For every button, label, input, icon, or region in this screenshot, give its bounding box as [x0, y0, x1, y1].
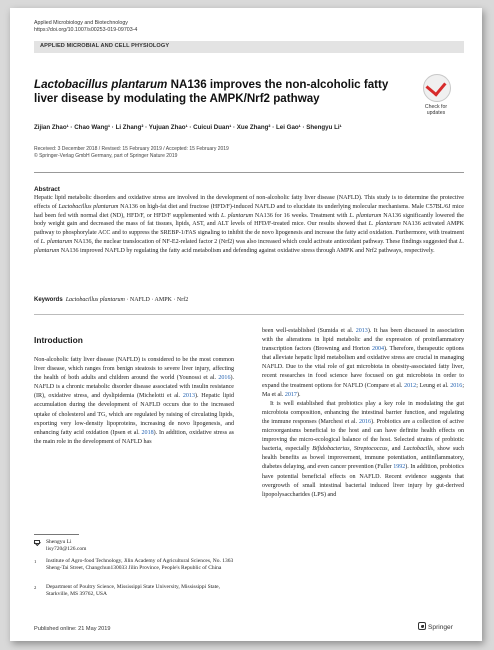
- publisher-logo: [418, 622, 453, 631]
- divider: [34, 172, 464, 173]
- article-page: [10, 8, 482, 641]
- affiliation-1: [34, 558, 239, 572]
- intro-paragraph-cont: been well-established (Sumida et al. 2013). It has been discussed in association with the alterations in lipid metabolic and the expression of proinflammatory transcription factors (Browning and Horton 2004). Therefore, therapeutic options that alleviate hepatic lipid metabolism and oxidative stress are crucial in managing NAFLD. Due to the vital role of gut microbiota in obesity-associated fatty liver, recent researches in food science have focused on gut microbiota in order to expand the treatment options for NAFLD (Compare et al. 2012; Leung et al. 2016; Ma et al. 2017).: [262, 328, 465, 398]
- citation-link[interactable]: 2013: [182, 393, 195, 400]
- published-online: Published online: 21 May 2019: [34, 626, 111, 632]
- divider: [34, 314, 464, 315]
- right-column: [262, 327, 464, 500]
- probiotics-paragraph: It is well established that probiotics play a key role in modulating the gut microbiota composition, enhancing the intestinal barrier function, and regulating the immune responses (Marchesi et al. 2016). Probiotics are a collection of active microorganisms beneficial to the host and can have definite health effects on improving the micro-ecological balance of the host. Selected strains of probiotic bacteria, especially Bifidobacterius, Streptococcus, and Lactobacills, show such health benefits as bowel improvement, immune potentiation, antiinflammatory, diabetes delaying, and even cancer prevention (Fuller 1992). In addition, probiotics have potential beneficial effects on NAFLD. Recent evidence suggests that overgrowth of small intestinal bacterial induced liver injury by gut-derived lipopolysaccharides (LPS) and: [262, 400, 464, 498]
- affiliation-mark: 1: [34, 559, 37, 564]
- citation-link[interactable]: 2017: [284, 391, 297, 398]
- abstract-heading: Abstract: [34, 186, 60, 193]
- author-list: Zijian Zhao¹ · Chao Wang¹ · Li Zhang² · Yujuan Zhao¹ · Cuicui Duan¹ · Xue Zhang² · Lei Gao¹ · Shengyu Li¹: [34, 124, 342, 131]
- intro-paragraph: Non-alcoholic fatty liver disease (NAFLD) is considered to be the most common liver disease, which ranges from benign steatosis to severe liver injury, affecting the health of both adults and children around the world (Younossi et al. 2016). NAFLD is a chronic metabolic disorder disease associated with insulin resistance (IR), oxidative stress, and dyslipidemia (Michelotti et al. 2013). Hepatic lipid accumulation during the development of NAFLD occurs due to the increased uptake of cholesterol and TG, which are regulated by raising of circulating lipids, exporting very low-density lipoproteins, increasing de novo lipogenesis, and enhancing fatty acid oxidation (Ipsen et al. 2018). In addition, oxidative stress as the main role in the development of NAFLD has: [34, 357, 234, 445]
- check-for-updates-badge[interactable]: [412, 74, 460, 116]
- doi-link[interactable]: https://doi.org/10.1007/s00253-019-09703-4: [34, 27, 138, 33]
- check-badge-line2: updates: [426, 110, 446, 116]
- journal-header: [34, 20, 137, 34]
- article-dates: [34, 146, 464, 160]
- citation-link[interactable]: 2018: [141, 429, 154, 436]
- keyword-rest: · NAFLD · AMPK · Nrf2: [124, 297, 189, 303]
- check-badge-line1: Check for: [424, 104, 448, 110]
- check-icon: [423, 74, 451, 102]
- contact-name: Shengyu Li: [46, 539, 72, 545]
- springer-horse-icon: [418, 622, 426, 630]
- citation-link[interactable]: 1992: [393, 464, 406, 471]
- envelope-icon: [34, 540, 40, 544]
- citation-link[interactable]: 2004: [371, 346, 385, 353]
- history-dates: Received: 3 December 2018 / Revised: 15 February 2019 / Accepted: 15 February 2019: [34, 146, 229, 152]
- copyright: © Springer-Verlag GmbH Germany, part of Springer Nature 2019: [34, 153, 178, 159]
- publisher-name: Springer: [428, 624, 453, 631]
- check-badge-text: [412, 104, 460, 116]
- keywords: [34, 297, 464, 303]
- title-species: Lactobacillus plantarum: [34, 78, 168, 91]
- journal-name: Applied Microbiology and Biotechnology: [34, 20, 128, 26]
- citation-link[interactable]: 2016: [218, 375, 231, 382]
- citation-link[interactable]: 2016: [358, 418, 372, 425]
- affiliation-text: Department of Poultry Science, Mississippi State University, Mississippi State, Starkville, MS 39762, USA: [46, 584, 220, 597]
- affiliation-text: Institute of Agro-food Technology, Jilin Academy of Agricultural Sciences, No. 1363 Sheng-Tai Street, Changchun130033 Jilin Province, People's Republic of China: [46, 558, 234, 571]
- citation-link[interactable]: 2012: [404, 382, 417, 389]
- keyword-species: Lactobacillus plantarum: [65, 297, 125, 303]
- title-rest: NA136 improves the non-alcoholic fatty liver disease by modulating the AMPK/Nrf2 pathway: [34, 78, 389, 105]
- category-bar: [34, 41, 464, 53]
- section-heading-introduction: Introduction: [34, 335, 83, 345]
- citation-link[interactable]: 2013: [355, 328, 368, 334]
- left-column: [34, 356, 234, 447]
- affiliation-mark: 2: [34, 585, 37, 590]
- citation-link[interactable]: 2016: [450, 382, 463, 389]
- keywords-label: Keywords: [34, 297, 63, 303]
- footnote-divider: [34, 534, 79, 535]
- article-category: APPLIED MICROBIAL AND CELL PHYSIOLOGY: [40, 43, 170, 49]
- corresponding-author: [34, 539, 239, 553]
- contact-email[interactable]: lisy720@126.com: [46, 546, 87, 552]
- affiliation-2: [34, 584, 239, 598]
- article-title: [34, 78, 404, 106]
- abstract-body: Hepatic lipid metabolic disorders and oxidative stress are involved in the development of non-alcoholic fatty liver disease (NAFLD). This study is to determine the protective effects of Lactobacillus plantarum NA136 on high-fat diet and fructose (HFD/F)-induced NAFLD and to elucidate its underlying molecular mechanisms. Male C57BL/6J mice had been fed with normal diet (ND), HFD/F, or HFD/F supplemented with L. plantarum NA136 for 16 weeks. Treatment with L. plantarum NA136 significantly lowered the body weight gain and decreased the mass of fat tissues, lipids, AST, and ALT levels of HFD/F-treated mice. Our results showed that L. plantarum NA136 activated AMPK pathway to phosphorylate ACC and to suppress the SREBP-1/FAS signaling to inhibit the de novo lipogenesis and increase the fatty acid oxidation. Furthermore, with treatment of L. plantarum NA136, the nuclear translocation of NF-E2-related factor 2 (Nrf2) was also increased which could activate antioxidant pathway. These findings suggested that L. plantarum NA136 improved NAFLD by regulating the fatty acid metabolism and defending against oxidative stress through AMPK and Nrf2 pathways, respectively.: [34, 195, 464, 254]
